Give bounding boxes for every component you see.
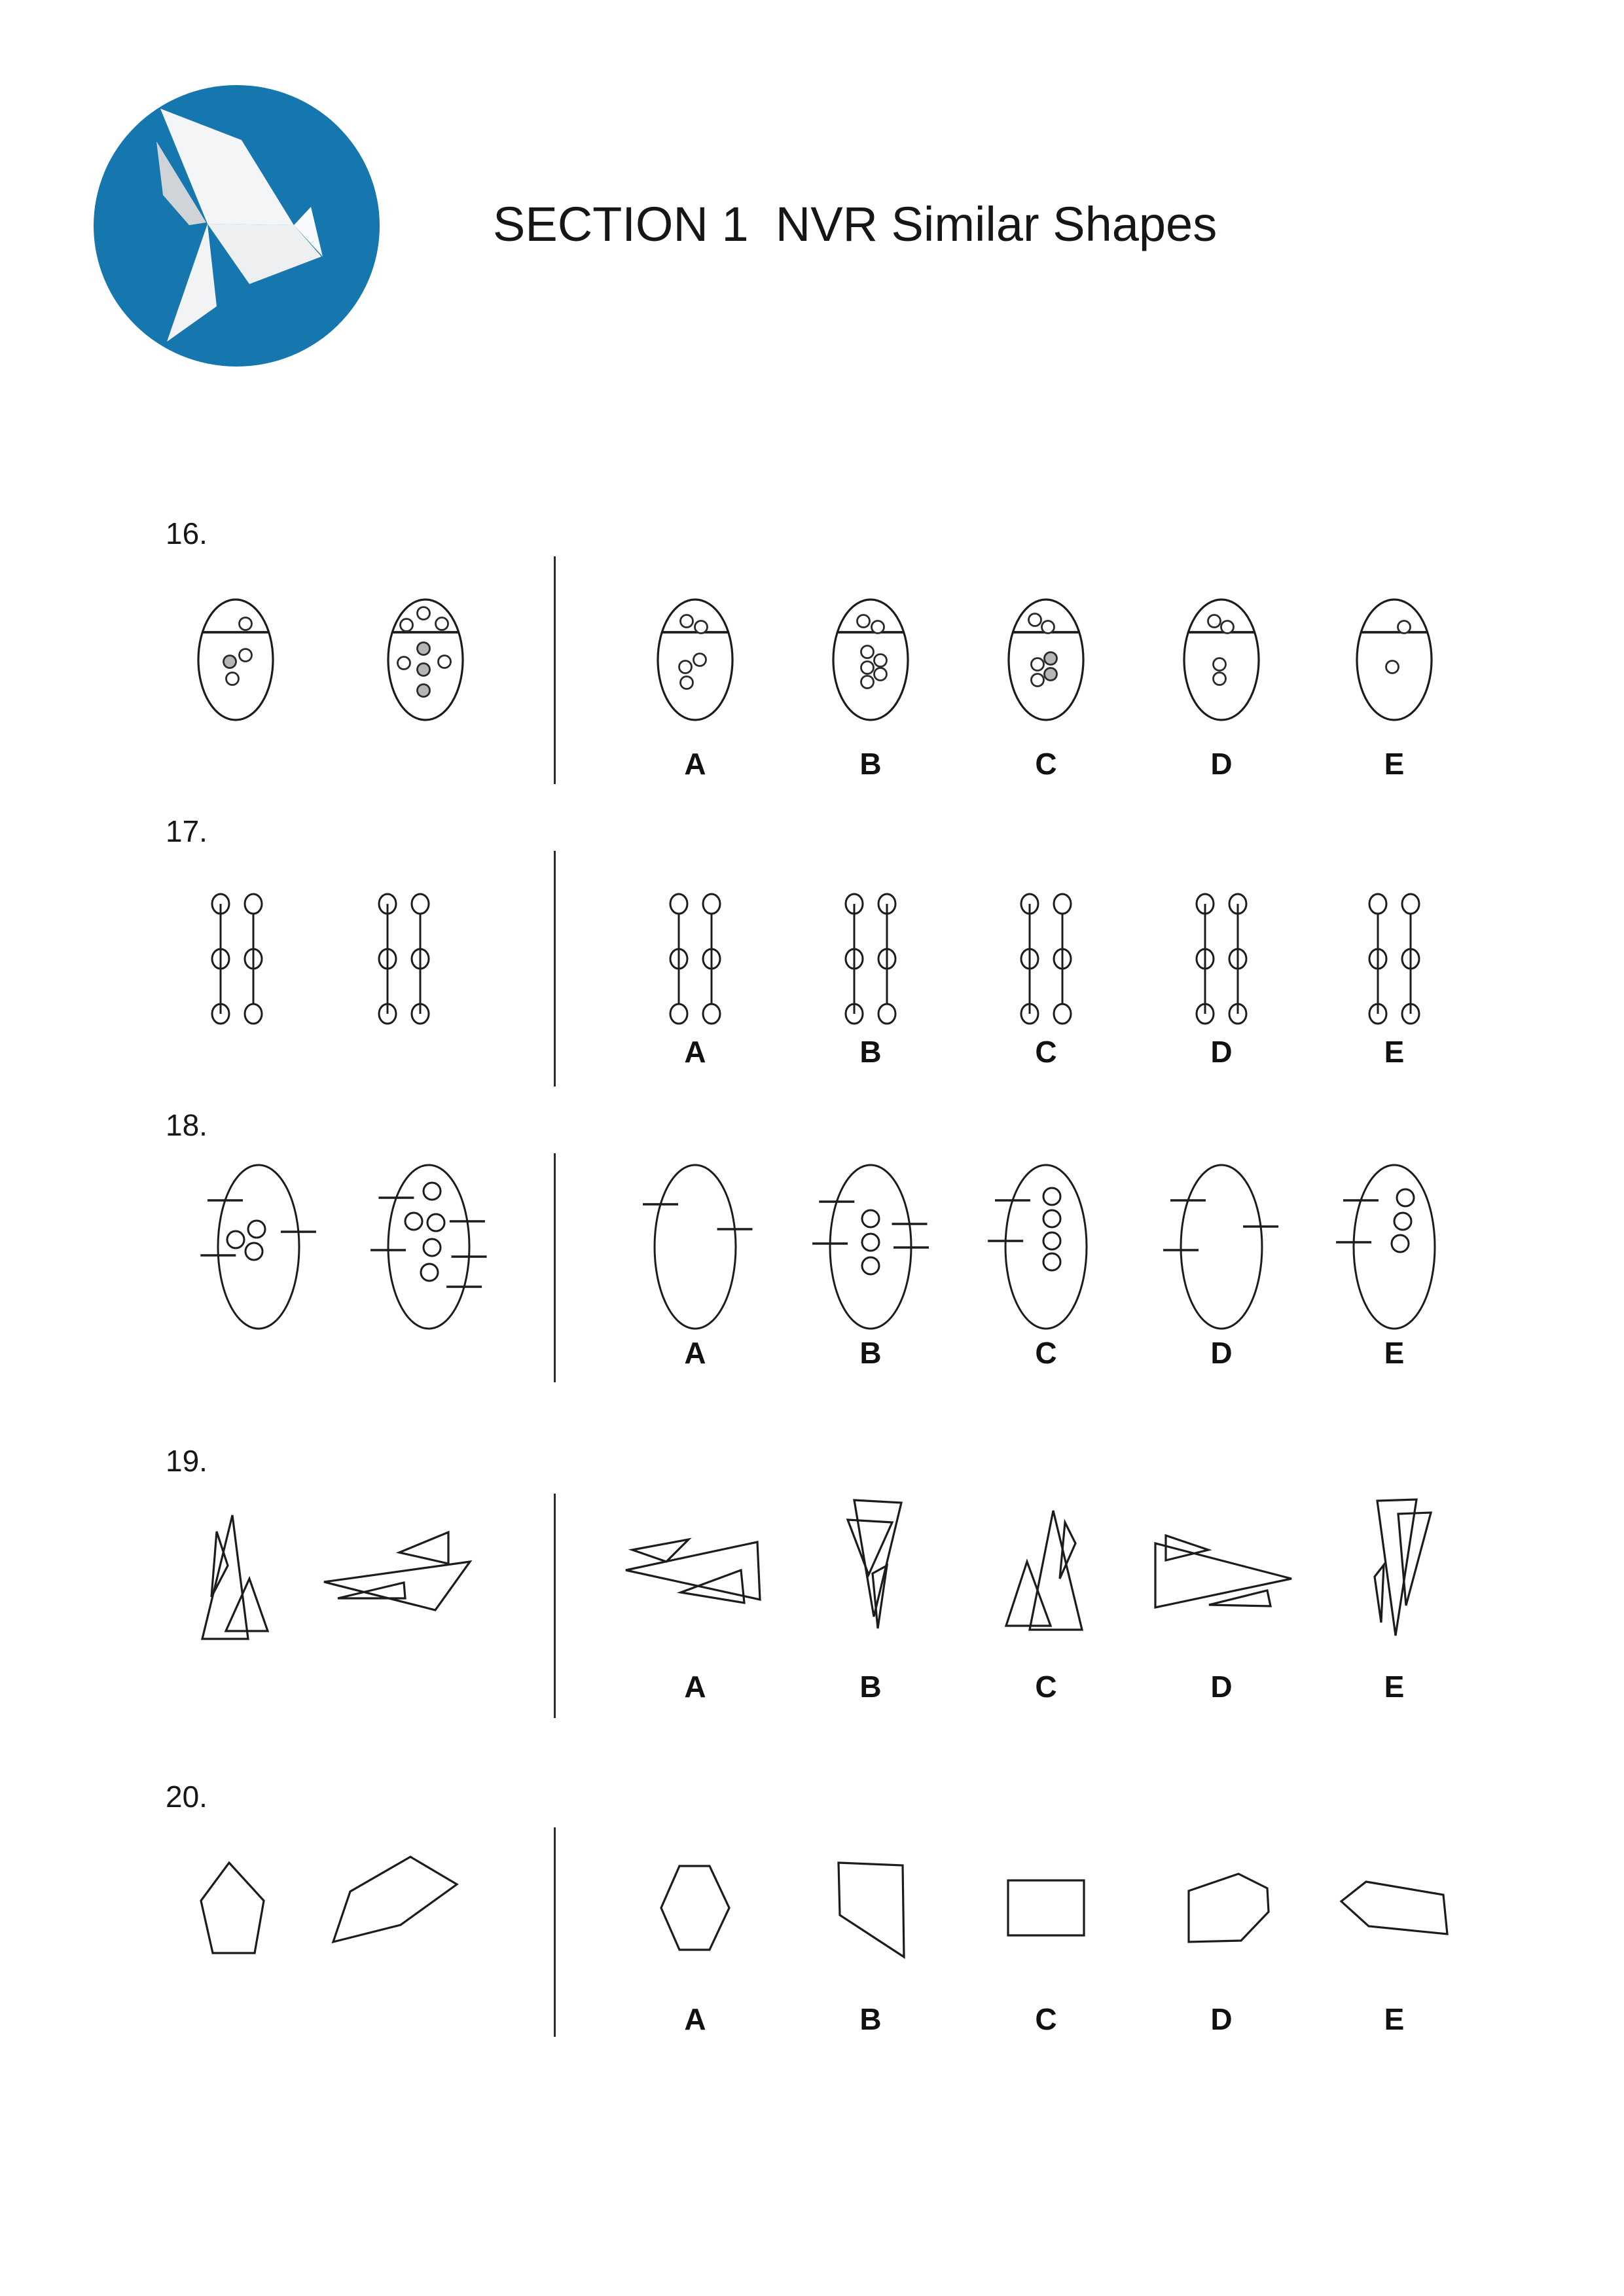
q18-option-C-figure-svg (984, 1158, 1108, 1335)
question-16-number: 16. (166, 516, 208, 550)
question-16-divider-line (554, 556, 556, 784)
q16-option-A-figure-svg (655, 598, 735, 722)
q17-example-2-figure-svg (374, 892, 433, 1026)
q18-option-D-figure-svg (1159, 1158, 1284, 1335)
question-20-divider-line (554, 1827, 556, 2037)
q19-option-D-label: D (1210, 1670, 1233, 1704)
q20-option-A-figure-svg (656, 1858, 734, 1956)
q17-example-2-figure (374, 892, 433, 1029)
q20-option-E-figure-svg (1337, 1870, 1452, 1945)
q19-option-A-label: A (684, 1670, 706, 1704)
q20-option-B-label: B (859, 2002, 882, 2036)
q17-option-A-figure-svg (666, 892, 725, 1026)
q18-option-E-label: E (1384, 1336, 1405, 1370)
q17-example-1-figure (208, 892, 266, 1029)
q19-option-D-figure-svg (1146, 1521, 1297, 1626)
q16-option-D-figure-svg (1182, 598, 1261, 722)
question-18-number: 18. (166, 1108, 208, 1142)
q16-option-C-figure-svg (1006, 598, 1086, 722)
q20-example-2-figure-svg (326, 1851, 467, 1952)
q20-option-D-figure-svg (1169, 1863, 1274, 1952)
q19-option-D-figure (1146, 1521, 1297, 1629)
q16-option-C-label: C (1035, 747, 1057, 781)
q20-example-1-figure (192, 1854, 280, 1962)
q17-option-D-figure-svg (1192, 892, 1251, 1026)
q18-option-B-figure (808, 1158, 933, 1338)
q19-option-C-label: C (1035, 1670, 1057, 1704)
q19-option-A-figure-svg (623, 1521, 767, 1626)
q19-option-B-figure (835, 1495, 907, 1655)
q16-option-D-figure (1182, 598, 1261, 725)
q16-option-D-label: D (1210, 747, 1233, 781)
q18-option-D-label: D (1210, 1336, 1233, 1370)
q20-option-C-figure (1000, 1870, 1092, 1948)
q16-example-2-figure (386, 598, 465, 725)
q19-option-C-figure (1003, 1501, 1089, 1649)
q19-option-C-figure-svg (1003, 1501, 1089, 1645)
q17-option-B-figure-svg (841, 892, 900, 1026)
q17-option-A-label: A (684, 1035, 706, 1069)
origami-bird-icon (94, 85, 380, 367)
q20-option-A-label: A (684, 2002, 706, 2036)
q16-option-B-figure-svg (831, 598, 911, 722)
q20-option-A-figure (656, 1858, 734, 1960)
q20-option-E-label: E (1384, 2002, 1405, 2036)
q16-option-C-figure (1006, 598, 1086, 725)
q18-option-E-figure (1332, 1158, 1456, 1338)
q17-option-B-figure (841, 892, 900, 1029)
q20-option-D-label: D (1210, 2002, 1233, 2036)
q16-example-2-figure-svg (386, 598, 465, 722)
logo (94, 85, 380, 367)
q18-option-D-figure (1159, 1158, 1284, 1338)
q20-option-B-figure-svg (835, 1855, 907, 1960)
question-17-number: 17. (166, 814, 208, 848)
q19-example-2-figure (317, 1525, 475, 1620)
q20-option-B-figure (835, 1855, 907, 1963)
q19-option-B-figure-svg (835, 1495, 907, 1652)
q16-option-E-label: E (1384, 747, 1405, 781)
q17-option-E-figure (1365, 892, 1424, 1029)
question-19-divider-line (554, 1494, 556, 1718)
q19-option-E-figure-svg (1355, 1492, 1434, 1655)
q20-option-E-figure (1337, 1870, 1452, 1948)
q17-option-B-label: B (859, 1035, 882, 1069)
q17-option-E-label: E (1384, 1035, 1405, 1069)
question-17-divider-line (554, 851, 556, 1086)
q20-example-1-figure-svg (192, 1854, 280, 1958)
page-title: SECTION 1 NVR Similar Shapes (493, 197, 1218, 251)
q16-option-A-figure (655, 598, 735, 725)
q19-example-1-figure (193, 1505, 272, 1646)
q19-option-E-label: E (1384, 1670, 1405, 1704)
q18-option-C-label: C (1035, 1336, 1057, 1370)
q20-option-D-figure (1169, 1863, 1274, 1955)
q16-option-E-figure (1354, 598, 1434, 725)
q17-option-C-label: C (1035, 1035, 1057, 1069)
q18-example-2-figure (367, 1158, 491, 1338)
q18-option-B-figure-svg (808, 1158, 933, 1335)
q16-option-A-label: A (684, 747, 706, 781)
q16-option-B-figure (831, 598, 911, 725)
q17-option-E-figure-svg (1365, 892, 1424, 1026)
q19-option-A-figure (623, 1521, 767, 1629)
question-18-divider-line (554, 1153, 556, 1382)
q17-option-C-figure-svg (1017, 892, 1075, 1026)
q19-option-B-label: B (859, 1670, 882, 1704)
q18-example-1-figure (196, 1158, 321, 1338)
q16-option-B-label: B (859, 747, 882, 781)
question-20-number: 20. (166, 1780, 208, 1814)
q19-example-2-figure-svg (317, 1525, 475, 1617)
q18-example-2-figure-svg (367, 1158, 491, 1335)
q17-option-C-figure (1017, 892, 1075, 1029)
q18-option-B-label: B (859, 1336, 882, 1370)
q17-option-D-figure (1192, 892, 1251, 1029)
q19-option-E-figure (1355, 1492, 1434, 1659)
q18-option-C-figure (984, 1158, 1108, 1338)
q17-option-A-figure (666, 892, 725, 1029)
q16-option-E-figure-svg (1354, 598, 1434, 722)
q18-option-E-figure-svg (1332, 1158, 1456, 1335)
q18-example-1-figure-svg (196, 1158, 321, 1335)
q18-option-A-figure (633, 1158, 757, 1338)
q16-example-1-figure (196, 598, 276, 725)
q20-option-C-label: C (1035, 2002, 1057, 2036)
question-19-number: 19. (166, 1444, 208, 1478)
q18-option-A-figure-svg (633, 1158, 757, 1335)
q20-option-C-figure-svg (1000, 1870, 1092, 1945)
q18-option-A-label: A (684, 1336, 706, 1370)
q20-example-2-figure (326, 1851, 467, 1956)
q17-example-1-figure-svg (208, 892, 266, 1026)
q17-option-D-label: D (1210, 1035, 1233, 1069)
q19-example-1-figure-svg (193, 1505, 272, 1643)
q16-example-1-figure-svg (196, 598, 276, 722)
